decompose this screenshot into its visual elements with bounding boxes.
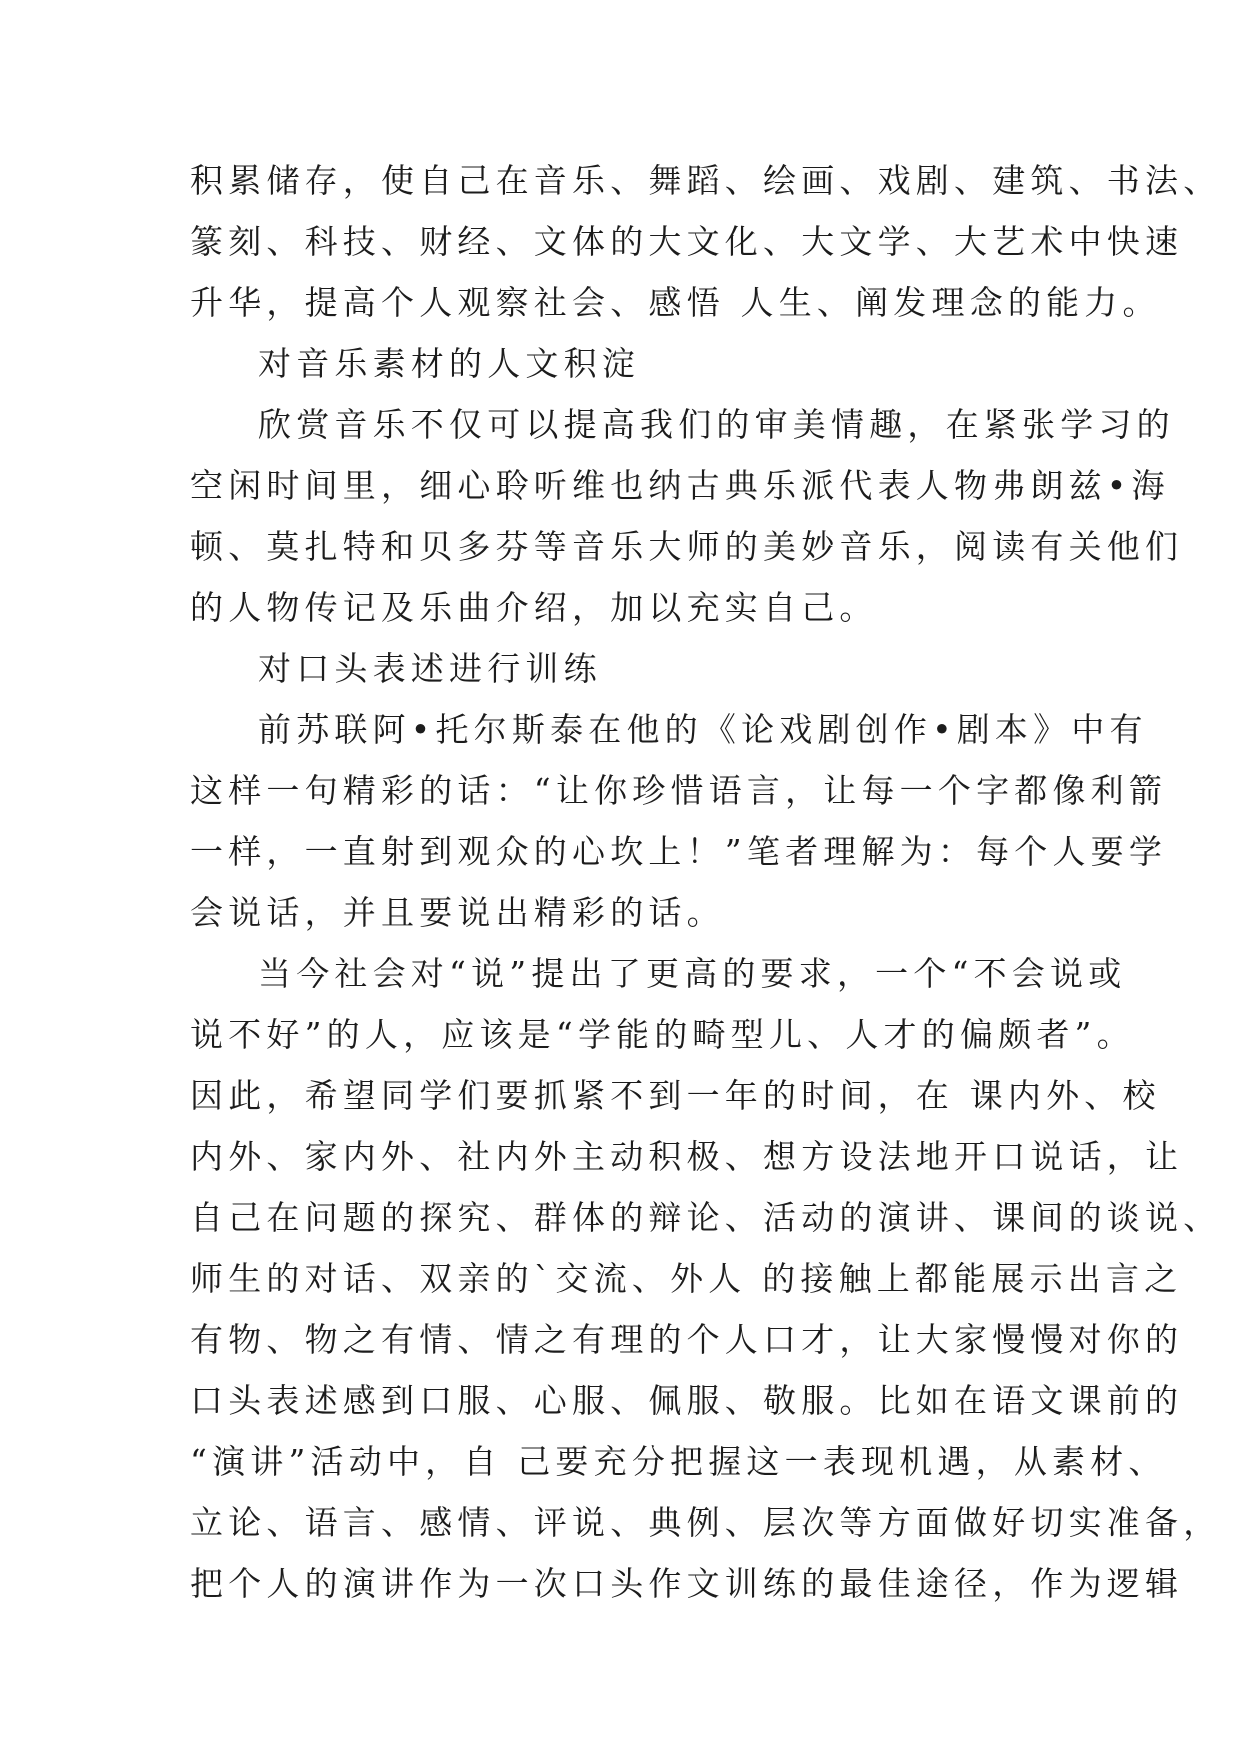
text-line: 对音乐素材的人文积淀 <box>258 344 640 383</box>
text-line: 口头表述感到口服、心服、佩服、敬服。比如在语文课前的 <box>190 1381 1184 1420</box>
text-line: 欣赏音乐不仅可以提高我们的审美情趣，在紧张学习的 <box>258 405 1175 444</box>
text-line: 的人物传记及乐曲介绍，加以充实自己。 <box>190 588 878 627</box>
text-line: 当今社会对“说”提出了更高的要求，一个“不会说或 <box>258 954 1127 993</box>
text-line: 篆刻、科技、财经、文体的大文化、大文学、大艺术中快速 <box>190 222 1184 261</box>
text-line: 内外、家内外、社内外主动积极、想方设法地开口说话，让 <box>190 1137 1184 1176</box>
text-line: 有物、物之有情、情之有理的个人口才，让大家慢慢对你的 <box>190 1320 1184 1359</box>
text-line: 这样一句精彩的话：“让你珍惜语言，让每一个字都像利箭 <box>190 771 1168 810</box>
body-text <box>190 150 1222 1614</box>
text-line: 积累储存，使自己在音乐、舞蹈、绘画、戏剧、建筑、书法、 <box>190 161 1222 200</box>
text-line: 因此，希望同学们要抓紧不到一年的时间，在 课内外、校 <box>190 1076 1161 1115</box>
text-line: 自己在问题的探究、群体的辩论、活动的演讲、课间的谈说、 <box>190 1198 1222 1237</box>
text-line: 对口头表述进行训练 <box>258 649 602 688</box>
text-line: 立论、语言、感情、评说、典例、层次等方面做好切实准备， <box>190 1503 1222 1542</box>
text-line: 把个人的演讲作为一次口头作文训练的最佳途径，作为逻辑 <box>190 1564 1184 1603</box>
text-line: “演讲”活动中，自 己要充分把握这一表现机遇，从素材、 <box>190 1442 1167 1481</box>
text-line: 说不好”的人，应该是“学能的畸型儿、人才的偏颇者”。 <box>190 1015 1135 1054</box>
text-line: 空闲时间里，细心聆听维也纳古典乐派代表人物弗朗兹•海 <box>190 466 1170 505</box>
text-line: 会说话，并且要说出精彩的话。 <box>190 893 725 932</box>
text-line: 师生的对话、双亲的`交流、外人 的接触上都能展示出言之 <box>190 1259 1183 1298</box>
text-line: 顿、莫扎特和贝多芬等音乐大师的美妙音乐，阅读有关他们 <box>190 527 1184 566</box>
text-line: 升华，提高个人观察社会、感悟 人生、阐发理念的能力。 <box>190 283 1161 322</box>
text-line: 一样，一直射到观众的心坎上！”笔者理解为：每个人要学 <box>190 832 1168 871</box>
text-line: 前苏联阿•托尔斯泰在他的《论戏剧创作•剧本》中有 <box>258 710 1148 749</box>
